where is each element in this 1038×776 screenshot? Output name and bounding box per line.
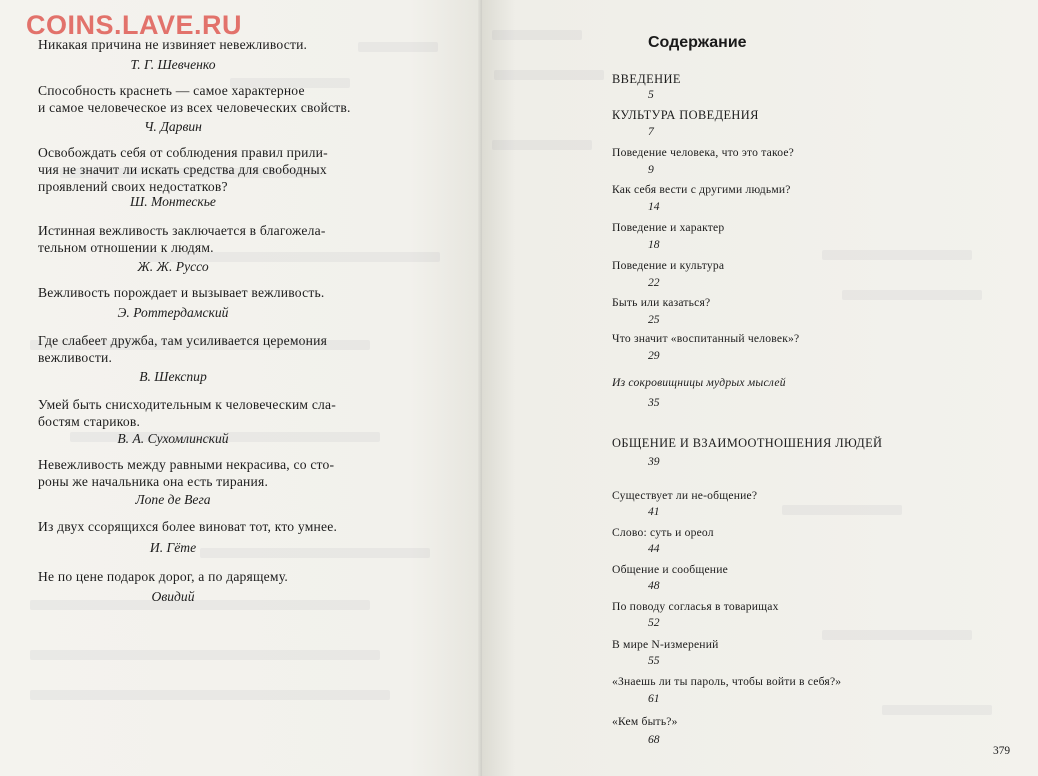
- quote-author: В. А. Сухомлинский: [117, 431, 229, 446]
- quote-text: Из двух ссорящихся более виноват тот, кто умнее.: [38, 519, 338, 534]
- toc-entry: «Знаешь ли ты пароль, чтобы войти в себя?»: [612, 675, 842, 688]
- bleed-through: [492, 140, 592, 150]
- bleed-through: [358, 42, 438, 52]
- bleed-through: [30, 690, 390, 700]
- toc-page-number: 5: [648, 88, 654, 101]
- toc-page-number: 22: [648, 276, 660, 289]
- toc-entry: В мире N-измерений: [612, 638, 719, 651]
- quote-text: Истинная вежливость заключается в благожела- тельном отношении к людям.: [38, 223, 326, 255]
- toc-page-number: 18: [648, 238, 660, 251]
- quote-text: Умей быть снисходительным к человеческим сла- бостям стариков.: [38, 397, 336, 429]
- quote-text: Никакая причина не извиняет невежливости.: [38, 37, 308, 52]
- toc-entry: Как себя вести с другими людьми?: [612, 183, 791, 196]
- bleed-through: [842, 290, 982, 300]
- toc-page-number: 52: [648, 616, 660, 629]
- quote-author: В. Шекспир: [139, 369, 207, 384]
- quote-author: Лопе де Вега: [135, 492, 211, 507]
- page-number: 379: [993, 745, 1011, 757]
- quote-author: И. Гёте: [149, 540, 197, 555]
- toc-page-number: 44: [648, 542, 660, 555]
- quote-text: Невежливость между равными некрасива, со сто- роны же начальника она есть тирания.: [38, 457, 335, 489]
- toc-page-number: 14: [648, 200, 660, 213]
- toc-section-communication: ОБЩЕНИЕ И ВЗАИМООТНОШЕНИЯ ЛЮДЕЙ: [612, 436, 883, 450]
- quote-author: Т. Г. Шевченко: [130, 57, 216, 72]
- quote-text: Вежливость порождает и вызывает вежливость.: [38, 285, 325, 300]
- toc-section-introduction: ВВЕДЕНИЕ: [612, 72, 681, 86]
- toc-page-number: 68: [648, 733, 660, 746]
- toc-page-number: 9: [648, 163, 654, 176]
- toc-title: Содержание: [648, 34, 747, 51]
- toc-entry: Поведение и культура: [612, 259, 725, 272]
- bleed-through: [492, 30, 582, 40]
- toc-entry: По поводу согласья в товарищах: [612, 600, 779, 613]
- toc-page-number: 41: [648, 505, 660, 518]
- toc-entry: Поведение человека, что это такое?: [612, 146, 795, 159]
- left-page: [0, 0, 482, 776]
- toc-page-number: 7: [648, 125, 654, 138]
- toc-page-number: 29: [648, 349, 660, 362]
- quote-author: Ш. Монтескье: [130, 194, 216, 209]
- quote-text: Где слабеет дружба, там усиливается церемония вежливости.: [38, 333, 328, 365]
- toc-entry: Быть или казаться?: [612, 296, 711, 309]
- bleed-through: [494, 70, 604, 80]
- toc-section-behavior-culture: КУЛЬТУРА ПОВЕДЕНИЯ: [612, 108, 759, 122]
- toc-entry: Общение и сообщение: [612, 563, 728, 576]
- quote-text: Не по цене подарок дорог, а по дарящему.: [38, 569, 288, 584]
- bleed-through: [30, 650, 380, 660]
- toc-entry: Поведение и характер: [612, 221, 725, 234]
- toc-entry: Существует ли не-общение?: [612, 489, 758, 502]
- toc-page-number: 48: [648, 579, 660, 592]
- toc-page-number: 61: [648, 692, 660, 705]
- toc-entry: Что значит «воспитанный человек»?: [612, 332, 800, 345]
- quote-author: Овидий: [151, 589, 195, 604]
- toc-entry: Из сокровищницы мудрых мыслей: [612, 376, 786, 389]
- quote-text: Способность краснеть — самое характерное и самое человеческое из всех человеческих свойств.: [38, 83, 351, 115]
- bleed-through: [882, 705, 992, 715]
- bleed-through: [822, 250, 972, 260]
- toc-page-number: 55: [648, 654, 660, 667]
- toc-entry: Слово: суть и ореол: [612, 526, 714, 539]
- bleed-through: [782, 505, 902, 515]
- toc-entry: «Кем быть?»: [612, 715, 678, 728]
- quote-text: Освобождать себя от соблюдения правил прили- чия не значит ли искать средства для свободных проявлений своих недостатков?: [38, 145, 328, 194]
- quote-author: Ч. Дарвин: [144, 119, 202, 134]
- toc-page-number: 35: [648, 396, 660, 409]
- watermark: COINS.LAVE.RU: [26, 10, 243, 40]
- quote-author: Ж. Ж. Руссо: [137, 259, 209, 274]
- toc-page-number: 25: [648, 313, 660, 326]
- toc-page-number: 39: [648, 455, 660, 468]
- quote-author: Э. Роттердамский: [117, 305, 229, 320]
- bleed-through: [822, 630, 972, 640]
